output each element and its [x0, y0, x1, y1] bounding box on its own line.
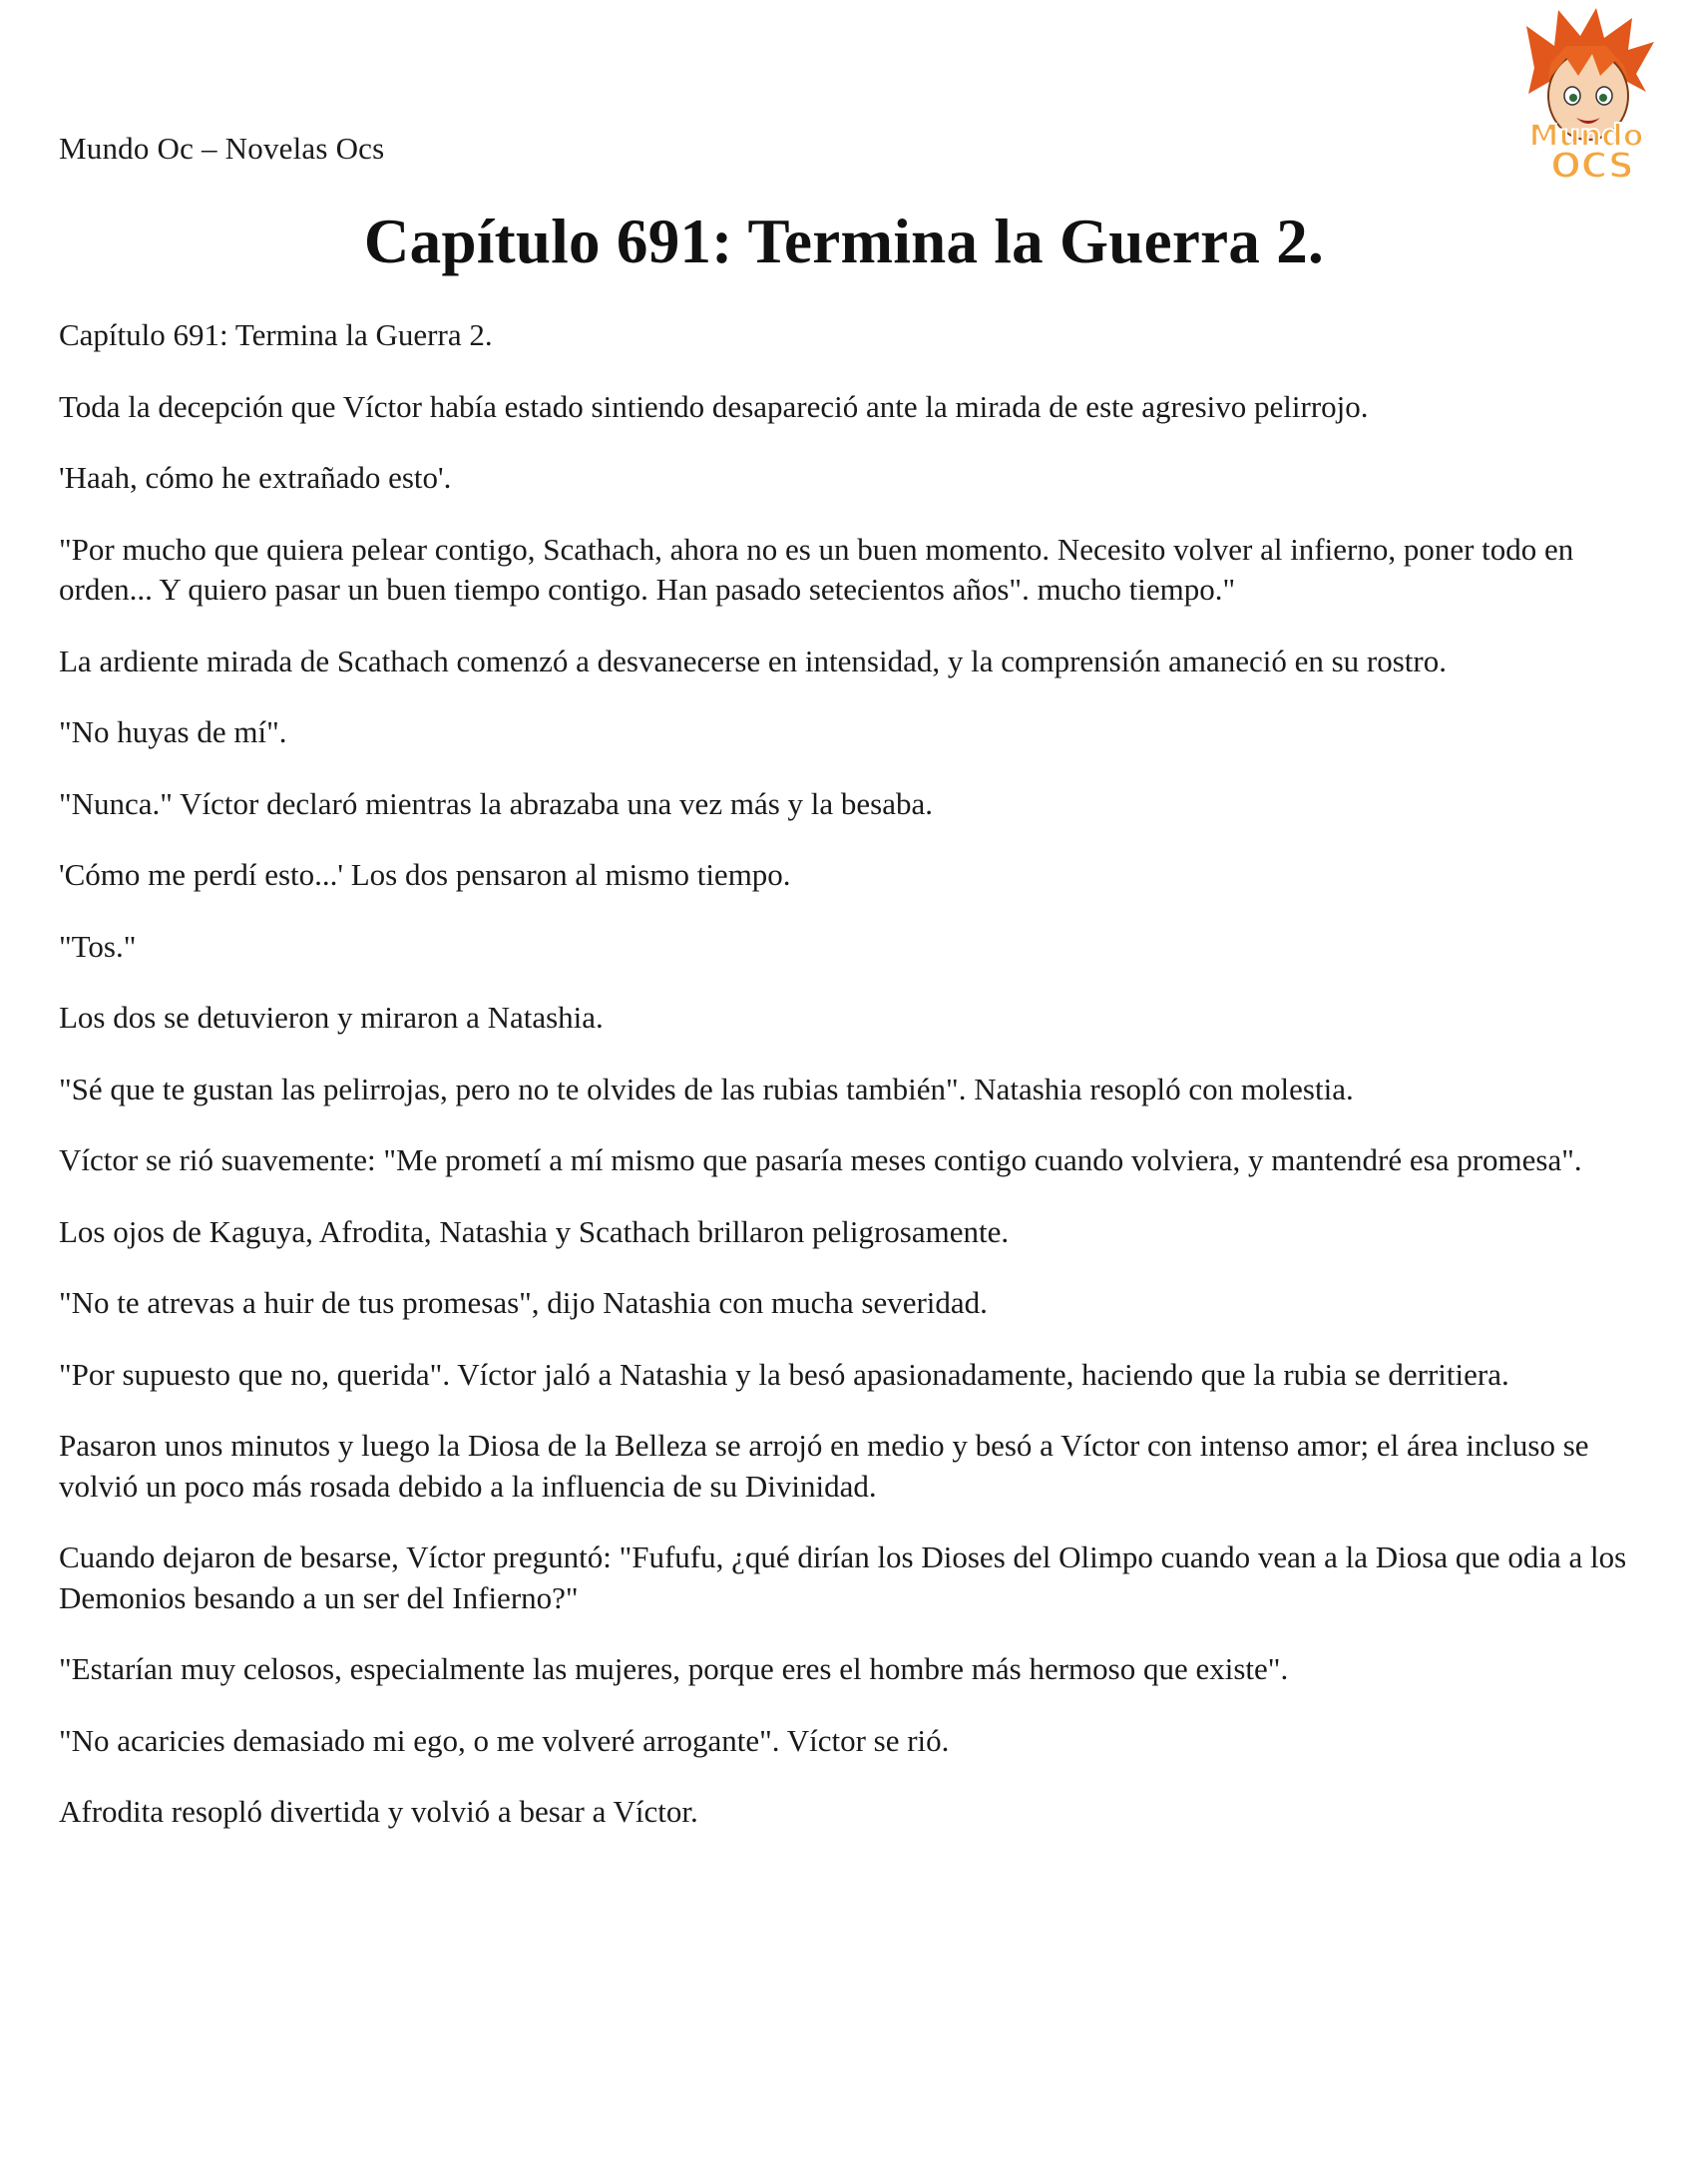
paragraph: 'Haah, cómo he extrañado esto'.	[59, 460, 452, 495]
paragraph: "Por supuesto que no, querida". Víctor jaló a Natashia y la besó apasionadamente, haciendo que la rubia se derritiera.	[59, 1356, 1509, 1392]
paragraph: "Estarían muy celosos, especialmente las mujeres, porque eres el hombre más hermoso que existe".	[59, 1651, 1289, 1686]
paragraph: Los dos se detuvieron y miraron a Natashia.	[59, 1000, 604, 1035]
paragraph: La ardiente mirada de Scathach comenzó a desvanecerse en intensidad, y la comprensión amaneció en su rostro.	[59, 643, 1447, 678]
chapter-title: Capítulo 691: Termina la Guerra 2.	[363, 207, 1325, 276]
paragraph: "No te atrevas a huir de tus promesas", dijo Natashia con mucha severidad.	[59, 1285, 988, 1320]
paragraph: Toda la decepción que Víctor había estado sintiendo desapareció ante la mirada de este agresivo pelirrojo.	[59, 388, 1369, 424]
mundo-ocs-logo	[1496, 6, 1676, 184]
paragraph: Los ojos de Kaguya, Afrodita, Natashia y Scathach brillaron peligrosamente.	[59, 1213, 1010, 1249]
paragraph: 'Cómo me perdí esto...' Los dos pensaron al mismo tiempo.	[59, 857, 791, 892]
paragraph: Afrodita resopló divertida y volvió a besar a Víctor.	[59, 1794, 698, 1829]
paragraph: "No acaricies demasiado mi ego, o me volveré arrogante". Víctor se rió.	[59, 1722, 950, 1758]
paragraph: "Por mucho que quiera pelear contigo, Scathach, ahora no es un buen momento. Necesito volver al infierno, poner todo en orden... Y quiero pasar un buen tiempo contigo. Han pasado setecientos años". mucho tiempo."	[59, 531, 1574, 607]
paragraph: Pasaron unos minutos y luego la Diosa de la Belleza se arrojó en medio y besó a Víctor con intenso amor; el área incluso se volvió un poco más rosada debido a la influencia de su Divinidad.	[59, 1428, 1589, 1504]
paragraph: "Sé que te gustan las pelirrojas, pero no te olvides de las rubias también". Natashia resopló con molestia.	[59, 1071, 1354, 1106]
paragraph: "Tos."	[59, 928, 137, 964]
chapter-body	[59, 315, 1645, 1864]
paragraph: Cuando dejaron de besarse, Víctor preguntó: "Fufufu, ¿qué dirían los Dioses del Olimpo cuando vean a la Diosa que odia a los Demonios besando a un ser del Infierno?"	[59, 1539, 1627, 1615]
logo-wordmark-top: Mundo	[1528, 119, 1644, 154]
site-header: Mundo Oc – Novelas Ocs	[59, 131, 385, 166]
logo-wordmark-bottom: OCS	[1550, 146, 1634, 184]
paragraph: "Nunca." Víctor declaró mientras la abrazaba una vez más y la besaba.	[59, 785, 933, 821]
paragraph: Víctor se rió suavemente: "Me prometí a mí mismo que pasaría meses contigo cuando volviera, y mantendré esa promesa".	[59, 1142, 1582, 1177]
paragraph: Capítulo 691: Termina la Guerra 2.	[59, 317, 493, 352]
paragraph: "No huyas de mí".	[59, 714, 287, 749]
